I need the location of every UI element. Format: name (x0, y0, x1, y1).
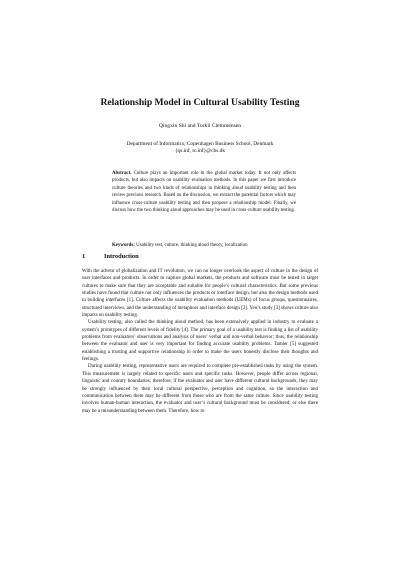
authors: Qingxin Shi and Torkil Clemmensen (158, 123, 242, 129)
paragraph: With the advent of globalization and IT revolution, we can no longer overlook the aspect of culture in the design of user interfaces and products. In order to capture global markets, the products and software must be tested in target cultures to make sure that they are acceptable and suitable for people’s cultural characteristics. But some previous studies have found that culture not only influences the products or interface design, but also the design methods used in building interfaces [1]. Culture affects the usability evaluation methods (UEMs) of focus groups, questionnaires, structured interviews, and the understanding of metaphors and interface design [2]. Yeo’s study [3] shows culture also impacts on usability testing. (82, 269, 318, 319)
body-text (82, 268, 318, 415)
section-title: Introduction (104, 253, 139, 260)
paper-title: Relationship Model in Cultural Usability Testing (100, 97, 300, 108)
keywords (112, 242, 296, 249)
paragraph: During usability testing, representative users are required to complete pre-established tasks by using the system. This measurement is largely related to specific users and specific tasks. However, people differ across regional, linguistic and country boundaries; therefore, if the evaluator and user have different cultural backgrounds, they may be strongly influenced by their local cultural perspective, perception and cognition, so the interaction and communication between them may be different from those who are from the same culture. Since usability testing involves human-human interaction, the evaluator and user’s cultural background must be considered; or else there may be a misunderstanding between them. Therefore, how to (82, 364, 318, 414)
abstract (112, 170, 296, 214)
affiliation-department: Department of Informatics, Copenhagen Business School, Denmark (126, 141, 274, 147)
affiliation (60, 141, 340, 155)
paragraph: Usability testing, also called the thinking aloud method, has been extensively applied in industry to evaluate a system’s prototypes of different levels of fidelity [4]. The primary goal of a usability test is finding a list of usability problems from evaluators’ observations and analysis of users’ verbal and non-verbal behavior; thus, the relationship between the evaluator and user is very important for finding accurate usability problems. Tamler [5] suggested establishing a trusting and supportive relationship in order to make the users honestly disclose their thoughts and feelings. (82, 320, 318, 363)
section-number: 1 (82, 253, 86, 260)
keywords-text: Usability test, culture, thinking aloud theory, localization (136, 243, 248, 248)
section-heading (82, 253, 332, 261)
keywords-label: Keywords: (112, 243, 135, 248)
affiliation-email: {qs.inf, tc.inf}@cbs.dk (174, 148, 226, 154)
abstract-label: Abstract. (112, 171, 132, 176)
abstract-text: Culture plays an important role in the global market today. It not only affects products, but also impacts on usability evaluation methods. In this paper we first introduce culture theories and two kinds of relationships in thinking aloud usability testing and then review previous research. Based on the discussion, we extract the potential factors which may influence cross-culture usability testing and then propose a relationship model. Finally, we discuss how the two thinking aloud approaches may be used in cross-culture usability testing. (112, 171, 296, 214)
